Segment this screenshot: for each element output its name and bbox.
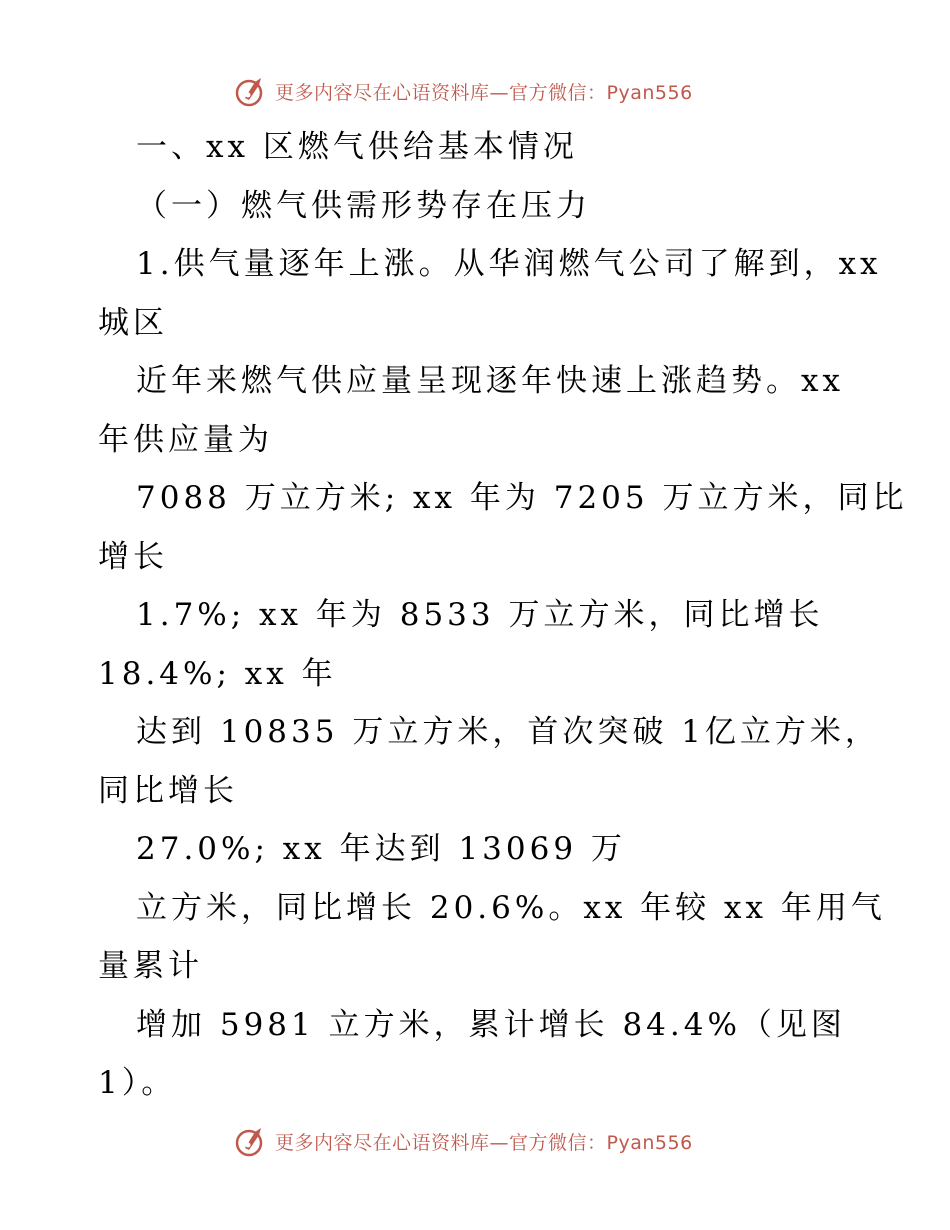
section-heading: 一、xx 区燃气供给基本情况 (136, 129, 578, 165)
text-line: 量累计 (98, 948, 203, 984)
footer-watermark (233, 1121, 693, 1161)
text-line: 1）。 (98, 1065, 177, 1101)
text-line: 增加 5981 立方米，累计增长 84.4%（见图 (136, 1006, 846, 1043)
body-text (98, 118, 908, 1113)
text-line: 27.0%; xx 年达到 13069 万 (136, 831, 626, 867)
text-line: 7088 万立方米; xx 年为 7205 万立方米，同比 (136, 480, 908, 516)
subsection-heading: （一）燃气供需形势存在压力 (136, 187, 591, 224)
text-line: 1.供气量逐年上涨。从华润燃气公司了解到，xx (136, 246, 882, 282)
text-line: 近年来燃气供应量呈现逐年快速上涨趋势。xx (136, 363, 844, 399)
text-line: 年供应量为 (98, 421, 273, 458)
text-line: 达到 10835 万立方米，首次突破 1亿立方米， (136, 714, 880, 750)
text-line: 1.7%; xx 年为 8533 万立方米，同比增长 (136, 597, 824, 633)
watermark-text: 更多内容尽在心语资料库—官方微信：Pyan556 (275, 81, 693, 104)
pen-nib-logo-icon (233, 1123, 269, 1159)
pen-nib-logo-icon (233, 73, 269, 109)
text-line: 增长 (98, 538, 168, 575)
text-line: 立方米，同比增长 20.6%。xx 年较 xx 年用气 (136, 889, 886, 926)
text-line: 城区 (98, 304, 168, 341)
watermark-text: 更多内容尽在心语资料库—官方微信：Pyan556 (275, 1131, 693, 1154)
text-line: 18.4%; xx 年 (98, 655, 337, 692)
text-line: 同比增长 (98, 772, 238, 809)
header-watermark (233, 71, 693, 111)
